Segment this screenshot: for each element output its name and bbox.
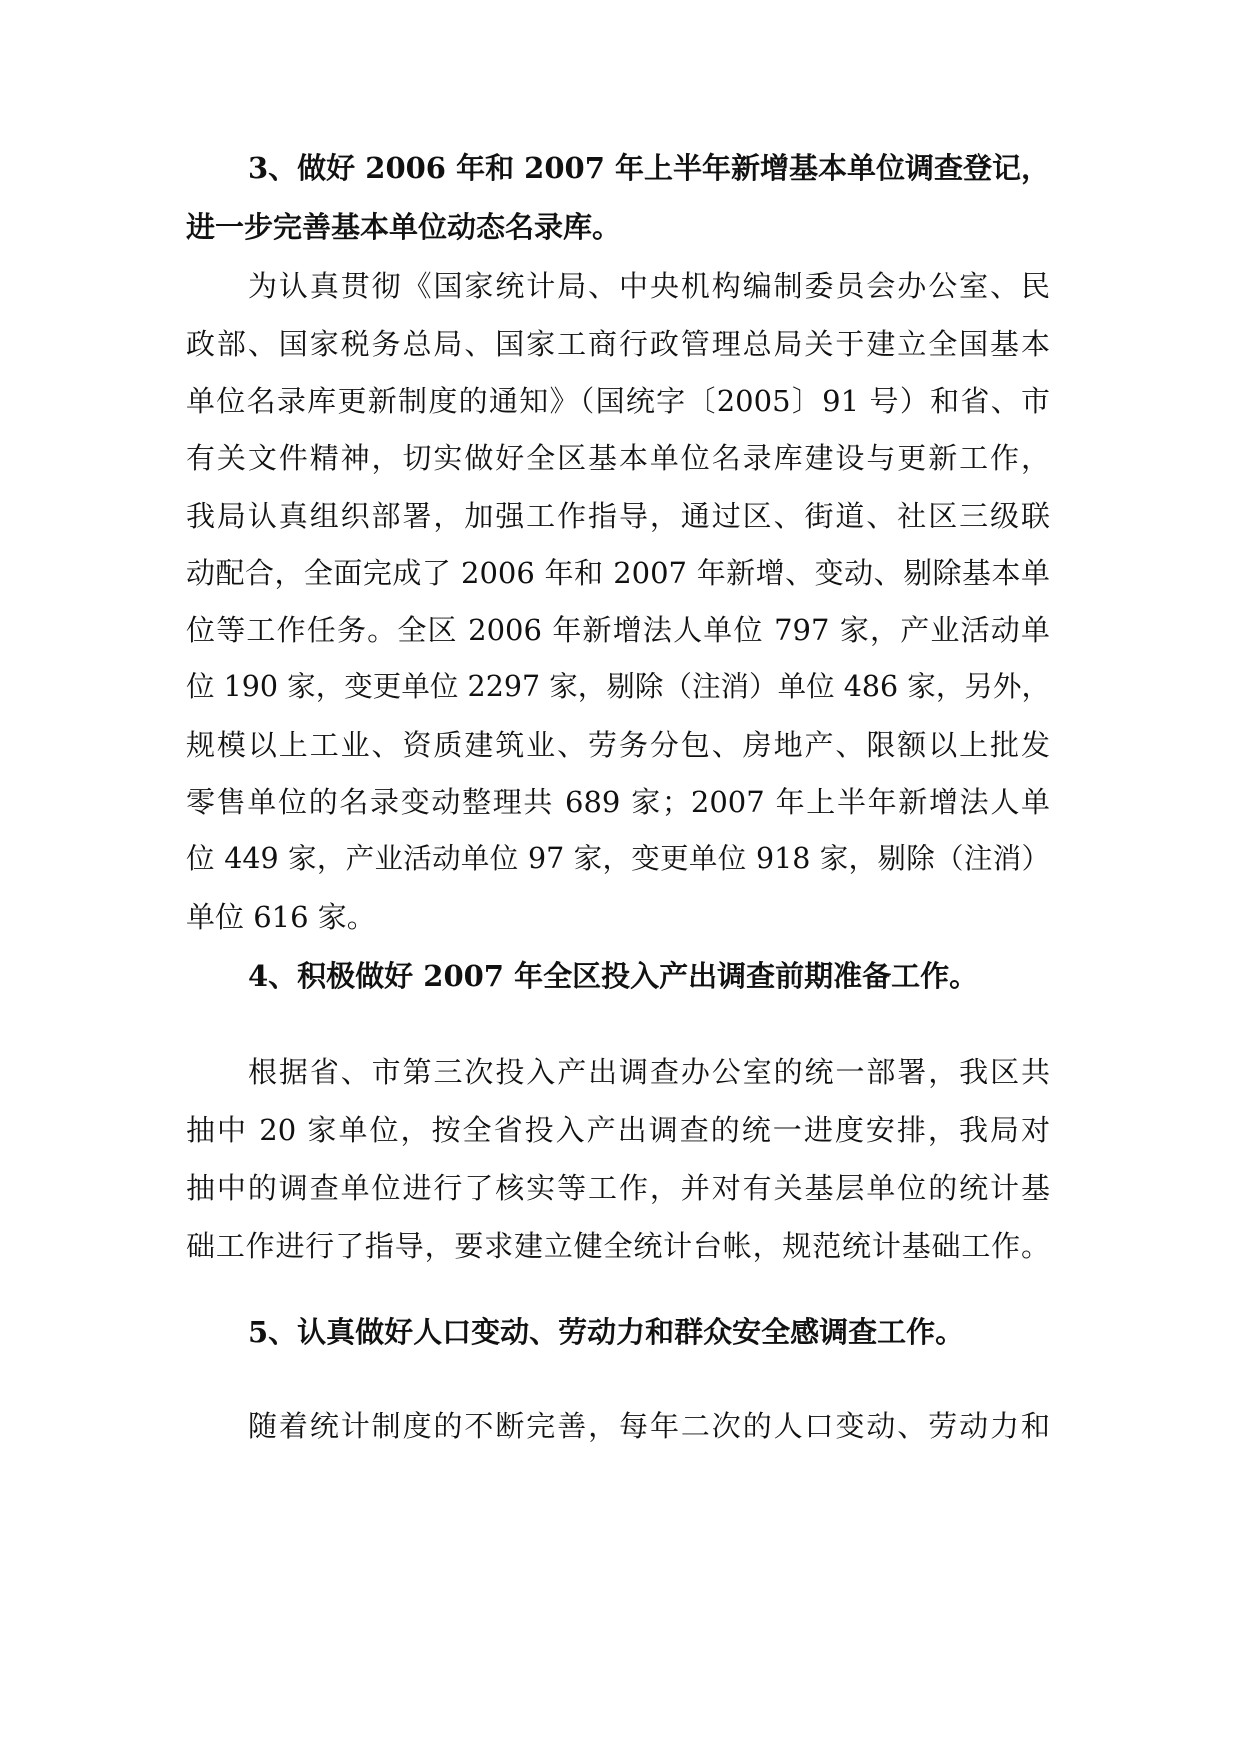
section-4-heading: 4、积极做好 2007 年全区投入产出调查前期准备工作。 (248, 959, 979, 993)
paragraph-line: 础工作进行了指导，要求建立健全统计台帐，规范统计基础工作。 (186, 1229, 1050, 1263)
paragraph-line: 抽中 20 家单位，按全省投入产出调查的统一进度安排，我局对 (186, 1113, 1050, 1147)
paragraph-line: 我局认真组织部署，加强工作指导，通过区、街道、社区三级联 (186, 499, 1050, 533)
paragraph-line: 根据省、市第三次投入产出调查办公室的统一部署，我区共 (248, 1055, 1050, 1089)
section-3-heading-line-1: 3、做好 2006 年和 2007 年上半年新增基本单位调查登记， (248, 151, 1050, 185)
paragraph-line: 随着统计制度的不断完善，每年二次的人口变动、劳动力和 (248, 1409, 1050, 1443)
paragraph-line: 单位 616 家。 (186, 900, 376, 934)
section-3-heading-line-2: 进一步完善基本单位动态名录库。 (186, 210, 622, 244)
paragraph-line: 单位名录库更新制度的通知》（国统字〔2005〕91 号）和省、市 (186, 384, 1050, 418)
paragraph-line: 为认真贯彻《国家统计局、中央机构编制委员会办公室、民 (248, 269, 1050, 303)
paragraph-line: 有关文件精神，切实做好全区基本单位名录库建设与更新工作， (186, 441, 1050, 475)
paragraph-line: 政部、国家税务总局、国家工商行政管理总局关于建立全国基本 (186, 327, 1050, 361)
paragraph-line: 位 449 家，产业活动单位 97 家，变更单位 918 家，剔除（注消） (186, 842, 1050, 875)
paragraph-line: 规模以上工业、资质建筑业、劳务分包、房地产、限额以上批发 (186, 728, 1050, 762)
paragraph-line: 动配合，全面完成了 2006 年和 2007 年新增、变动、剔除基本单 (186, 556, 1050, 590)
section-5-heading: 5、认真做好人口变动、劳动力和群众安全感调查工作。 (248, 1315, 965, 1349)
paragraph-line: 位等工作任务。全区 2006 年新增法人单位 797 家，产业活动单 (186, 613, 1050, 647)
paragraph-line: 抽中的调查单位进行了核实等工作，并对有关基层单位的统计基 (186, 1171, 1050, 1205)
paragraph-line: 零售单位的名录变动整理共 689 家；2007 年上半年新增法人单 (186, 785, 1050, 819)
paragraph-line: 位 190 家，变更单位 2297 家，剔除（注消）单位 486 家，另外， (186, 670, 1050, 703)
